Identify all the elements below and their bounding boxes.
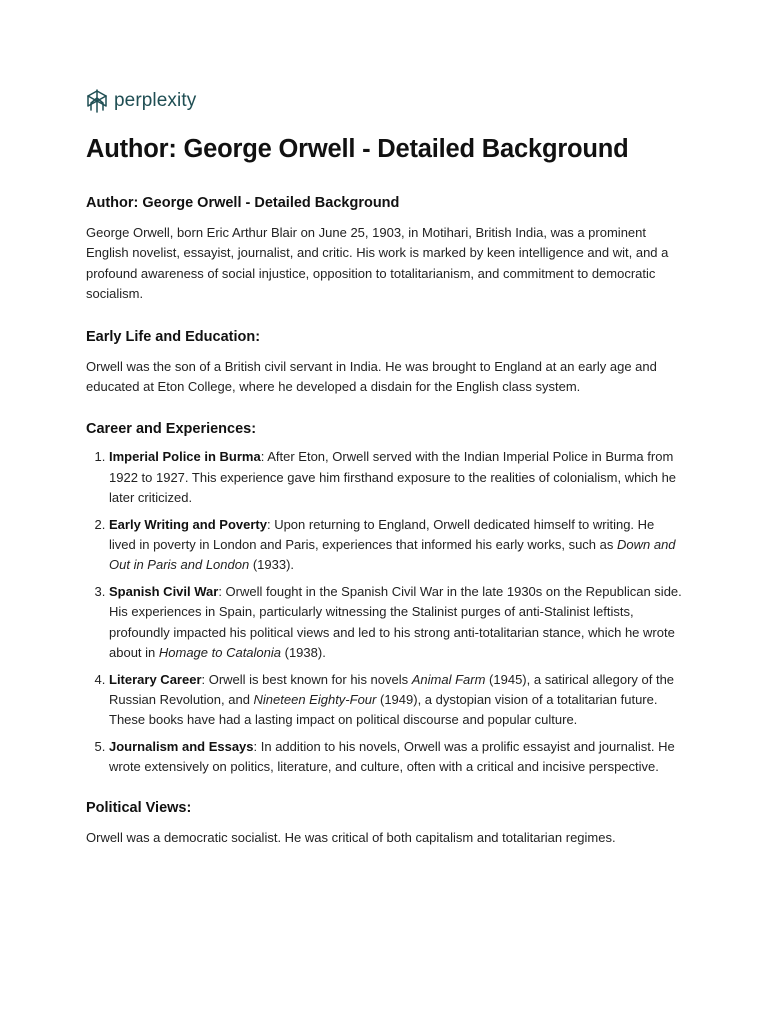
perplexity-logo-icon [86, 89, 108, 113]
early-life-paragraph: Orwell was the son of a British civil servant in India. He was brought to England at an early age and educated at Eton College, where he developed a disdain for the English class system. [86, 358, 657, 395]
page-title: Author: George Orwell - Detailed Background [86, 135, 629, 163]
book-title: Down and Out in Paris and London [109, 537, 676, 573]
career-item-text: (1949), a dystopian vision of a totalitarian future. These books have had a lasting impact on political discourse and popular culture. [109, 691, 658, 728]
book-title: Homage to Catalonia [158, 645, 282, 661]
early-life-heading: Early Life and Education: [86, 328, 261, 345]
career-item-text: : Orwell fought in the Spanish Civil War in the late 1930s on the Republican side. His experiences in Spain, particularly witnessing the Stalinist purges of anti-Stalinist leftists, profoundly impacted his political views and led to his strong anti-totalitarian stance, which he wrote about in [109, 583, 682, 661]
career-list-item [109, 737, 682, 778]
political-views-heading: Political Views: [86, 799, 192, 816]
career-item-text: : In addition to his novels, Orwell was a prolific essayist and journalist. He wrote extensively on politics, literature, and culture, often with a critical and incisive perspective. [109, 738, 675, 775]
brand-name: perplexity [114, 90, 197, 111]
intro-heading: Author: George Orwell - Detailed Background [86, 195, 400, 211]
brand-header [86, 86, 682, 116]
book-title: Animal Farm [411, 671, 486, 687]
career-item-title: Journalism and Essays [109, 738, 254, 754]
intro-paragraph: George Orwell, born Eric Arthur Blair on June 25, 1903, in Motihari, British India, was a prominent English novelist, essayist, journalist, and critic. His work is marked by keen intelligence and wit, and a profound awareness of social injustice, opposition to totalitarianism, and commitment to democratic socialism. [86, 225, 669, 302]
career-list-item [109, 447, 682, 508]
career-item-text: : After Eton, Orwell served with the Indian Imperial Police in Burma from 1922 to 1927. This experience gave him firsthand exposure to the realities of colonialism, which he later criticized. [109, 449, 677, 506]
career-item-title: Literary Career [109, 671, 202, 687]
career-item-title: Early Writing and Poverty [109, 516, 267, 532]
career-item-text: (1945), a satirical allegory of the Russian Revolution, and [109, 671, 675, 707]
career-item-text: (1938). [281, 645, 326, 661]
book-title: Nineteen Eighty-Four [253, 691, 377, 707]
career-list-item [109, 670, 682, 731]
career-list-item [109, 515, 682, 576]
political-views-paragraph: Orwell was a democratic socialist. He was critical of both capitalism and totalitarian regimes. [86, 829, 616, 845]
career-item-text: (1933). [249, 557, 295, 573]
career-list [86, 447, 682, 777]
career-item-title: Spanish Civil War [109, 583, 219, 599]
career-item-title: Imperial Police in Burma [109, 449, 261, 465]
career-item-text: : Upon returning to England, Orwell dedicated himself to writing. He lived in poverty in London and Paris, experiences that informed his early works, such as [109, 516, 655, 553]
career-list-item [109, 582, 682, 664]
career-heading: Career and Experiences: [86, 421, 257, 438]
career-item-text: : Orwell is best known for his novels [201, 671, 412, 687]
